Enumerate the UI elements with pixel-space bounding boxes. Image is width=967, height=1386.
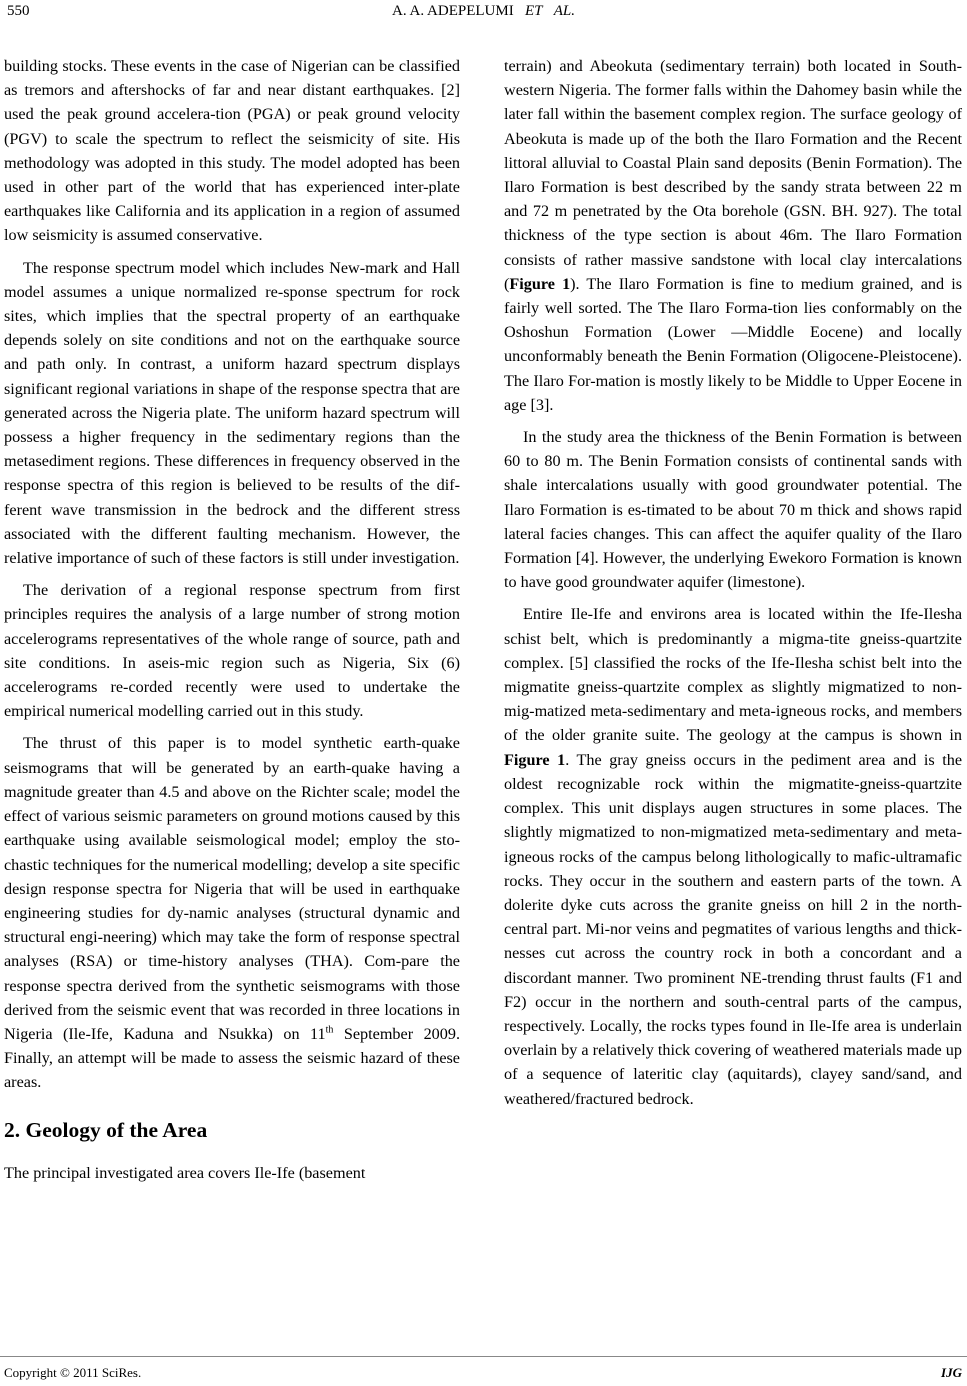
journal-abbrev: IJG — [941, 1365, 962, 1380]
running-head-al: AL. — [553, 3, 575, 19]
paragraph — [504, 602, 962, 1110]
paragraph-text: ). The Ilaro Formation is fine to medium grained, and is fairly well sorted. The The Ilaro Forma-tion lies conformably on the Oshoshun Formation (Lower —Middle Eocene) and locally unconformably beneath the Benin Formation (Oligocene-Pleistocene). The Ilaro For-mation is mostly likely to be Middle to Upper Eocene in age [3]. — [504, 274, 962, 414]
paragraph: In the study area the thickness of the Benin Formation is between 60 to 80 m. The Benin Formation consists of continental sands with shale intercalations usually with good groundwater potential. The Ilaro Formation is es-timated to be about 70 m thick and shows rapid lateral facies changes. This can affect the aquifer quality of the Ilaro Formation [4]. However, the underlying Ewekoro Formation is known to have good groundwater aquifer (limestone). — [504, 428, 962, 592]
page-number: 550 — [7, 3, 30, 19]
paragraph-text: terrain) and Abeokuta (sedimentary terrain) both located in South-western Nigeria. The former falls within the Dahomey basin while the later fall within the basement complex region. The surface geology of Abeokuta is made up of the both the Ilaro Formation and the Recent littoral alluvial to Coastal Plain sand deposits (Benin Formation). The Ilaro Formation is best described by the sandy strata between 22 m and 72 m penetrated by the Ota borehole (GSN. BH. 927). The total thickness of the type section is about 46m. The Ilaro Formation consists of rather massive sandstone with local clay intercalations ( — [504, 57, 962, 293]
footer-divider — [0, 1356, 967, 1357]
figure-reference: Figure 1 — [509, 274, 571, 293]
paragraph-text: September 2009. Finally, an attempt will be made to assess the seismic hazard of these areas. — [4, 1024, 460, 1092]
paragraph — [504, 54, 962, 417]
left-column — [4, 54, 460, 1193]
running-head — [0, 3, 967, 20]
paragraph-text: . The gray gneiss occurs in the pediment area and is the oldest recognizable rock within the migmatite-gneiss-quartzite complex. This unit displays augen structures in some places. The slightly migmatized to non-migmatized meta-sedimentary and meta-igneous rocks of the campus belong lithologically to mafic-ultramafic rocks. They occur in the southern and eastern parts of the town. A dolerite dyke cuts across the granite gneiss on hill 2 in the north-central part. Mi-nor veins and pegmatites of various lengths and thick-nesses cut across the country rock in both a concordant and a discordant manner. Two prominent NE-trending thrust faults (F1 and F2) occur in the northern and south-central parts of the campus, respectively. Locally, the rocks types found in Ile-Ife area is underlain overlain by a relatively thick covering of weathered materials made up of a sequence of lateritic clay (aquitards), clayey sand/sand, and weathered/fractured bedrock. — [504, 750, 962, 1108]
paragraph: building stocks. These events in the case of Nigerian can be classified as tremors and aftershocks of far and near distant earthquakes. [2] used the peak ground accelera-tion (PGA) or peak ground velocity (PGV) to scale the spectrum to reflect the seismicity of site. His methodology was adopted in this study. The model adopted has been used in other part of the world that has experienced inter-plate earthquakes like California and its application in a region of assumed low seismicity is assumed conservative. — [4, 57, 460, 245]
running-head-authors: A. A. ADEPELUMI — [392, 3, 514, 19]
copyright: Copyright © 2011 SciRes. — [4, 1365, 142, 1380]
paragraph: The principal investigated area covers Ile-Ife (basement — [4, 1163, 366, 1182]
figure-reference: Figure 1 — [504, 750, 566, 769]
paragraph: The response spectrum model which includes New-mark and Hall model assumes a unique normalized re-sponse spectrum for rock sites, which implies that the spectral property of an earthquake depends solely on site conditions and not on the earthquake source and path only. In contrast, a uniform hazard spectrum displays significant regional variations in shape of the response spectra that are generated across the Nigeria plate. The uniform hazard spectrum will possess a higher frequency in the sedimentary regions than the metasediment regions. These differences in frequency observed in the response spectra of this region is believed to be results of the dif-ferent wave transmission in the bedrock and the different stress associated with the different faulting mechanism. However, the relative importance of such of these factors is still under investigation. — [4, 258, 460, 568]
running-head-et: ET — [524, 3, 543, 19]
paragraph-text: Entire Ile-Ife and environs area is located within the Ife-Ilesha schist belt, which is predominantly a migma-tite gneiss-quartzite complex. [5] classified the rocks of the Ife-Ilesha schist belt into the migmatite gneiss-quartzite complex as slightly migmatized to non-mig-matized meta-sedimentary and meta-igneous rocks, and members of the older granite suite. The geology at the campus is shown in — [504, 605, 962, 745]
superscript: th — [325, 1024, 334, 1036]
paragraph — [4, 731, 460, 1094]
right-column — [504, 54, 962, 1119]
paragraph: The derivation of a regional response spectrum from first principles requires the analysis of a large number of strong motion accelerograms representatives of the whole range of source, path and site conditions. In aseis-mic region such as Nigeria, Six (6) accelerograms re-corded recently were used to undertake the empirical numerical modelling carried out in this study. — [4, 581, 460, 721]
section-heading: 2. Geology of the Area — [4, 1117, 208, 1142]
paragraph-text: The thrust of this paper is to model synthetic earth-quake seismograms that will be generated by an earth-quake having a magnitude greater than 4.5 and above on the Richter scale; model the effect of various seismic parameters on ground motions caused by this earthquake using available seismological model; employ the sto-chastic techniques for the numerical modelling; develop a site specific design response spectra for Nigeria that will be used in earthquake engineering studies for dy-namic analyses (structural dynamic and structural engi-neering) which may take the form of response spectral analyses (RSA) or time-history analyses (THA). Com-pare the response spectra derived from the synthetic seismograms with those derived from the seismic event that was recorded in three locations in Nigeria (Ile-Ife, Kaduna and Nsukka) on 11 — [4, 734, 460, 1043]
